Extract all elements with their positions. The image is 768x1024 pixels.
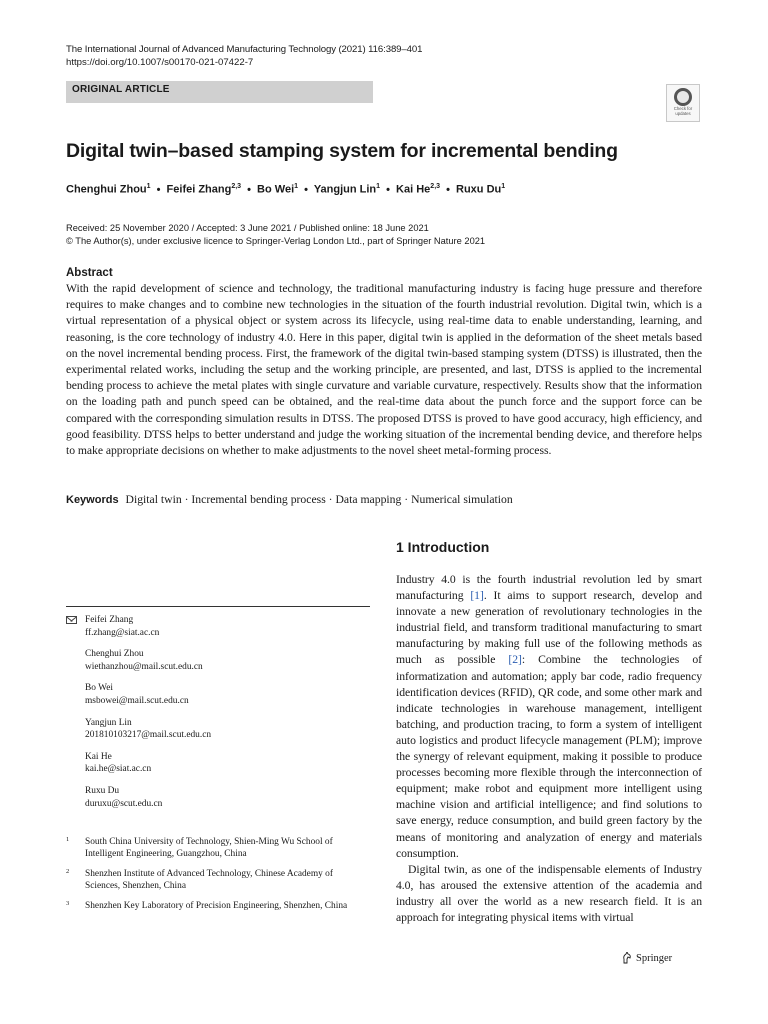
contact-name: Yangjun Lin	[85, 717, 132, 728]
springer-horse-icon	[622, 952, 632, 964]
affiliation-number: 1	[66, 836, 70, 843]
affiliation-text: Shenzhen Institute of Advanced Technology, Chinese Academy of Sciences, Shenzhen, China	[85, 868, 333, 892]
contact-entry	[66, 648, 370, 673]
publication-dates: Received: 25 November 2020 / Accepted: 3 June 2021 / Published online: 18 June 2021	[66, 223, 429, 233]
author-affiliation-mark: 2,3	[231, 183, 242, 190]
corresponding-contacts	[66, 614, 370, 819]
doi-link[interactable]: https://doi.org/10.1007/s00170-021-07422-7	[66, 57, 254, 68]
affiliation-number: 3	[66, 899, 70, 907]
contact-name: Kai He	[85, 751, 112, 762]
affiliation-entry	[66, 836, 370, 861]
introduction-body	[396, 572, 702, 926]
contact-email[interactable]: msbowei@mail.scut.edu.cn	[85, 695, 189, 706]
author-name: Yangjun Lin	[313, 183, 377, 196]
contact-entry	[66, 751, 370, 776]
contact-name: Ruxu Du	[85, 785, 120, 796]
affiliation-list	[66, 836, 370, 919]
author-separator: •	[446, 183, 450, 196]
contact-entry	[66, 682, 370, 707]
paragraph-text: Industry 4.0 is the fourth industrial revolution led by smart manufacturing	[396, 573, 702, 603]
crossmark-label-line1: Check for	[673, 106, 693, 111]
affiliation-entry	[66, 900, 370, 912]
contact-name: Bo Wei	[85, 683, 113, 694]
author-separator: •	[304, 183, 308, 196]
author-affiliation-mark: 2,3	[430, 183, 441, 190]
contact-email[interactable]: duruxu@scut.edu.cn	[85, 798, 163, 809]
author-affiliation-mark: 1	[294, 183, 299, 190]
citation-link[interactable]: [2]	[508, 653, 522, 667]
author-name: Feifei Zhang	[166, 183, 232, 196]
contact-email[interactable]: ff.zhang@siat.ac.cn	[85, 627, 160, 638]
publisher-name: Springer	[636, 952, 673, 964]
abstract-heading: Abstract	[66, 267, 113, 279]
section-heading-introduction: 1 Introduction	[396, 539, 490, 555]
contact-entry	[66, 717, 370, 742]
author-name: Chenghui Zhou	[66, 183, 147, 196]
contact-name: Chenghui Zhou	[85, 649, 144, 660]
introduction-paragraph-1	[396, 572, 702, 862]
affiliation-text: Shenzhen Key Laboratory of Precision Engineering, Shenzhen, China	[85, 900, 348, 911]
contact-entry	[66, 614, 370, 639]
paper-title: Digital twin–based stamping system for incremental bending	[66, 140, 618, 162]
author-separator: •	[247, 183, 251, 196]
envelope-icon	[66, 616, 77, 624]
contact-email[interactable]: 201810103217@mail.scut.edu.cn	[85, 730, 212, 741]
copyright-notice: © The Author(s), under exclusive licence to Springer-Verlag London Ltd., part of Springer Nature 2021	[66, 236, 486, 246]
affiliation-text: South China University of Technology, Shien-Ming Wu School of Intelligent Engineering, Guangzhou, China	[85, 837, 333, 860]
keywords-text: Digital twin · Incremental bending process · Data mapping · Numerical simulation	[125, 493, 513, 506]
author-separator: •	[156, 183, 161, 196]
author-name: Kai He	[396, 183, 431, 196]
contact-email[interactable]: wiethanzhou@mail.scut.edu.cn	[85, 661, 203, 672]
author-name: Bo Wei	[257, 183, 295, 196]
author-affiliation-mark: 1	[501, 183, 506, 190]
abstract-text: With the rapid development of science and technology, the traditional manufacturing industry is facing huge pressure and therefore requires to make changes and to combine new technologies in the situation of the fourth industrial revolution. Digital twin, which is a virtual representation of a physical object or system across its lifecycle, using real-time data to enable understanding, learning, and reasoning, is the core technology of industry 4.0. Here in this paper, digital twin is applied in the deformation of the sheet metals based on the novel incremental bending process. First, the framework of the digital twin-based stamping system (DTSS) is illustrated, then the experimental related works, including the setup and the working principle, are presented, and last, DTSS is applied to the incremental bending process to achieve the metal plates with single curvature and variable curvature, respectively. Results show that the information on the loading path and punch speed can be obtained, and the real-time data about the punch force and the support force can be compared with the corresponding simulation results in DTSS. The proposed DTSS is proved to have good accuracy, high efficiency, and good feasibility. DTSS helps to better understand and judge the working situation of the incremental bending device, and therefore helps to make appropriate decisions on whether to make adjustments to the novel sheet metal-forming process.	[66, 282, 702, 458]
author-separator: •	[386, 183, 390, 196]
author-name: Ruxu Du	[456, 183, 502, 196]
contact-email[interactable]: kai.he@siat.ac.cn	[85, 764, 152, 775]
author-list	[66, 183, 505, 196]
contact-name: Feifei Zhang	[85, 615, 134, 625]
contact-entry	[66, 785, 370, 810]
paragraph-text: : Combine the technologies of informatization and automation; apply bar code, radio frequency identification devices (RFID), QR code, and some other mark and indicate technologies in warehouse management, intelligent batching, and production tracing, to form a system of intelligent auto logistics and product lifecycle management (PLM); improve the synergy of relevant equipment, making it possible to produce processes becoming more flexible through the interconnection of equipment; make robot and equipment more intelligent using machine vision and artificial intelligence; and find solutions to save energy, reduce consumption, and build green factory by the means of monitoring and analyzation of energy and materials consumption.	[396, 653, 702, 860]
author-affiliation-mark: 1	[146, 183, 151, 190]
affiliation-entry	[66, 868, 370, 893]
affiliation-number: 2	[66, 867, 70, 875]
publisher-logo	[622, 952, 672, 964]
footnote-divider	[66, 606, 370, 607]
keywords-label: Keywords	[66, 494, 119, 506]
check-for-updates-badge[interactable]	[666, 84, 700, 122]
crossmark-label-line2: updates	[675, 110, 691, 116]
introduction-paragraph-2: Digital twin, as one of the indispensable elements of Industry 4.0, has aroused the extensive attention of the academia and industry all over the world as a new research field. It is an approach for integrating physical items with virtual	[396, 862, 702, 924]
author-affiliation-mark: 1	[376, 183, 381, 190]
journal-citation: The International Journal of Advanced Manufacturing Technology (2021) 116:389–401	[66, 44, 423, 55]
article-type-banner: ORIGINAL ARTICLE	[66, 81, 373, 103]
paragraph-text: . It aims to support research, develop and innovate a new generation of revolutionary technologies in the industrial field, and transform traditional manufacturing to smart manufacturing by making full use of the following methods as much as possible	[396, 589, 702, 667]
citation-link[interactable]: [1]	[470, 589, 484, 603]
crossmark-icon	[674, 88, 692, 106]
keywords-line	[66, 493, 513, 506]
